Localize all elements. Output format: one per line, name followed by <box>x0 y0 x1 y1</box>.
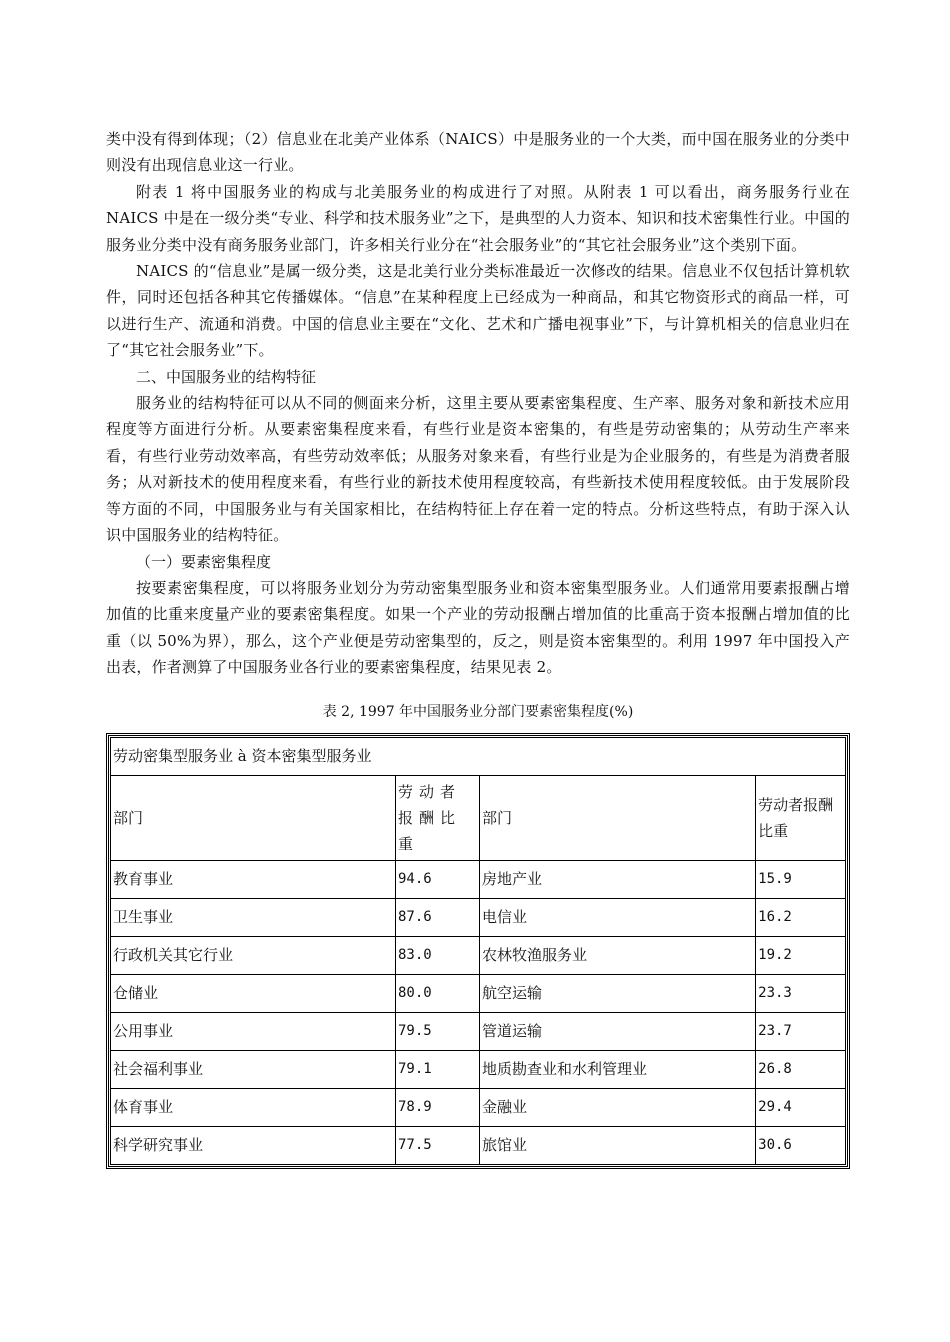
dept-right-cell: 房地产业 <box>479 860 755 898</box>
dept-left-cell: 行政机关其它行业 <box>111 936 396 974</box>
dept-left-cell: 体育事业 <box>111 1088 396 1126</box>
table-top-row <box>111 737 846 775</box>
dept-right-cell: 电信业 <box>479 898 755 936</box>
ratio-right-cell: 29.4 <box>756 1088 846 1126</box>
ratio-left-cell: 77.5 <box>395 1126 479 1164</box>
paragraph-3: NAICS 的“信息业”是属一级分类，这是北美行业分类标准最近一次修改的结果。信息业不仅包括计算机软件，同时还包括各种其它传播媒体。“信息”在某种程度上已经成为一种商品，和其它物资形式的商品一样，可以进行生产、流通和消费。中国的信息业主要在“文化、艺术和广播电视事业”下，与计算机相关的信息业归在了“其它社会服务业”下。 <box>106 262 850 360</box>
table-row <box>111 898 846 936</box>
table-row <box>111 1012 846 1050</box>
section-heading: 二、中国服务业的结构特征 <box>136 367 317 386</box>
dept-right-cell: 航空运输 <box>479 974 755 1012</box>
header-ratio-right: 劳动者报酬比重 <box>756 775 846 860</box>
ratio-right-cell: 15.9 <box>756 860 846 898</box>
paragraph-1: 类中没有得到体现；（2）信息业在北美产业体系（NAICS）中是服务业的一个大类，而中国在服务业的分类中则没有出现信息业这一行业。 <box>106 130 850 175</box>
dept-left-cell: 卫生事业 <box>111 898 396 936</box>
table-frame <box>106 733 850 1169</box>
paragraph-5: 按要素密集程度，可以将服务业划分为劳动密集型服务业和资本密集型服务业。人们通常用要素报酬占增加值的比重来度量产业的要素密集程度。如果一个产业的劳动报酬占增加值的比重高于资本报酬占增加值的比重（以 50%为界），那么，这个产业便是劳动密集型的，反之，则是资本密集型的。利用 1997 年中国投入产出表，作者测算了中国服务业各行业的要素密集程度，结果见表 2。 <box>106 578 850 677</box>
paragraph-4: 服务业的结构特征可以从不同的侧面来分析，这里主要从要素密集程度、生产率、服务对象和新技术应用程度等方面进行分析。从要素密集程度来看，有些行业是资本密集的，有些是劳动密集的；从劳动生产率来看，有些行业劳动效率高，有些劳动效率低；从服务对象来看，有些行业是为企业服务的，有些是为消费者服务；从对新技术的使用程度来看，有些行业的新技术使用程度较高，有些新技术使用程度较低。由于发展阶段等方面的不同，中国服务业与有关国家相比，在结构特征上存在着一定的特点。分析这些特点，有助于深入认识中国服务业的结构特征。 <box>106 394 850 545</box>
table-row <box>111 860 846 898</box>
ratio-left-cell: 79.5 <box>395 1012 479 1050</box>
factor-intensity-table <box>110 737 846 1165</box>
ratio-right-cell: 19.2 <box>756 936 846 974</box>
subsection-heading: （一）要素密集程度 <box>136 552 272 571</box>
ratio-right-cell: 30.6 <box>756 1126 846 1164</box>
dept-right-cell: 农林牧渔服务业 <box>479 936 755 974</box>
table-row <box>111 1088 846 1126</box>
ratio-left-cell: 94.6 <box>395 860 479 898</box>
dept-left-cell: 教育事业 <box>111 860 396 898</box>
dept-right-cell: 地质勘查业和水利管理业 <box>479 1050 755 1088</box>
table-caption: 表 2, 1997 年中国服务业分部门要素密集程度(%) <box>322 703 634 720</box>
dept-right-cell: 管道运输 <box>479 1012 755 1050</box>
ratio-left-cell: 87.6 <box>395 898 479 936</box>
dept-left-cell: 社会福利事业 <box>111 1050 396 1088</box>
ratio-right-cell: 23.3 <box>756 974 846 1012</box>
table-row <box>111 936 846 974</box>
header-dept-left: 部门 <box>111 775 396 860</box>
table-header-row <box>111 775 846 860</box>
header-dept-right: 部门 <box>479 775 755 860</box>
header-ratio-left: 劳动者报酬比重 <box>395 775 479 860</box>
table-top-label: 劳动密集型服务业 à 资本密集型服务业 <box>111 737 846 775</box>
ratio-left-cell: 83.0 <box>395 936 479 974</box>
document-page <box>106 126 850 1169</box>
ratio-left-cell: 79.1 <box>395 1050 479 1088</box>
dept-right-cell: 金融业 <box>479 1088 755 1126</box>
ratio-left-cell: 78.9 <box>395 1088 479 1126</box>
table-row <box>111 974 846 1012</box>
dept-left-cell: 公用事业 <box>111 1012 396 1050</box>
dept-right-cell: 旅馆业 <box>479 1126 755 1164</box>
paragraph-2: 附表 1 将中国服务业的构成与北美服务业的构成进行了对照。从附表 1 可以看出，商务服务行业在 NAICS 中是在一级分类“专业、科学和技术服务业”之下，是典型的人力资本、知识和技术密集性行业。中国的服务业分类中没有商务服务业部门，许多相关行业分在“社会服务业”的“其它社会服务业”这个类别下面。 <box>106 182 850 254</box>
dept-left-cell: 科学研究事业 <box>111 1126 396 1164</box>
table-row <box>111 1126 846 1164</box>
ratio-right-cell: 23.7 <box>756 1012 846 1050</box>
table-row <box>111 1050 846 1088</box>
dept-left-cell: 仓储业 <box>111 974 396 1012</box>
ratio-left-cell: 80.0 <box>395 974 479 1012</box>
ratio-right-cell: 16.2 <box>756 898 846 936</box>
ratio-right-cell: 26.8 <box>756 1050 846 1088</box>
